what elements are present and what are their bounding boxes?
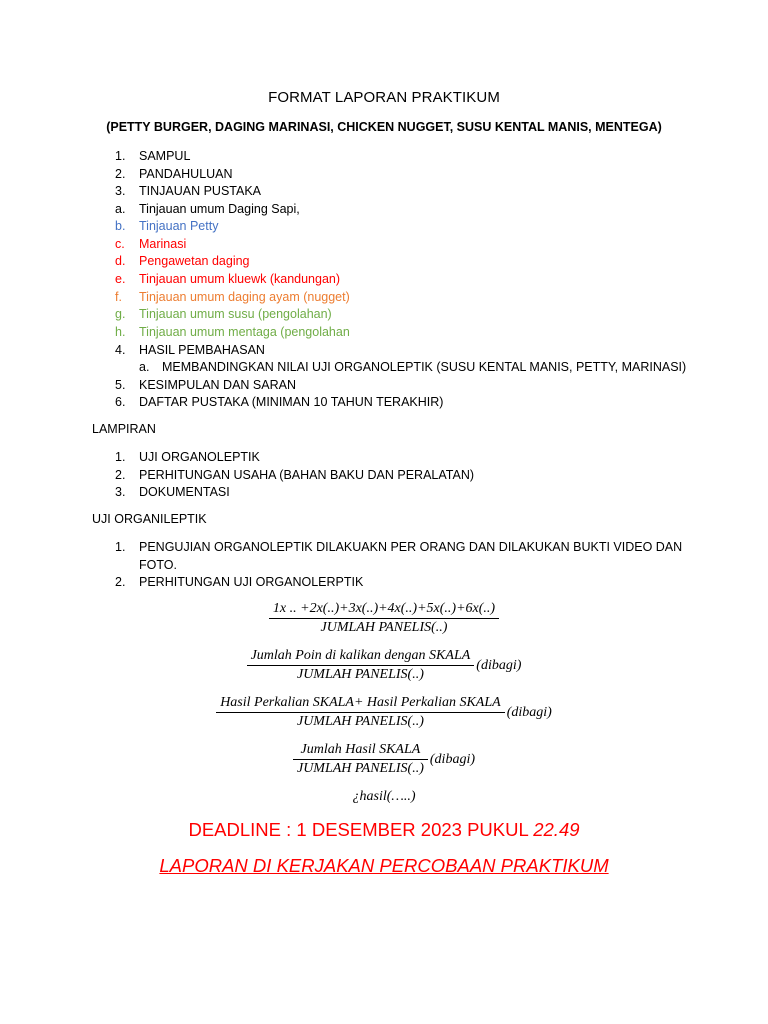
list-text: Tinjauan umum Daging Sapi, [139,202,300,216]
list-marker: 2. [115,468,126,482]
list-marker: c. [115,237,125,251]
deadline-text [0,819,768,841]
list-marker: 3. [115,485,126,499]
list-text: KESIMPULAN DAN SARAN [139,378,296,392]
list-marker: b. [115,219,126,233]
list-marker: a. [115,202,126,216]
list-marker: 1. [115,149,126,163]
list-text: HASIL PEMBAHASAN [139,343,265,357]
fraction [247,648,475,683]
list-marker: 4. [115,343,126,357]
formula-suffix: (dibagi) [476,657,522,673]
document-title: FORMAT LAPORAN PRAKTIKUM [268,89,500,106]
list-text: PERHITUNGAN UJI ORGANOLERPTIK [139,575,364,589]
formula [0,648,768,683]
list-marker: 2. [115,167,126,181]
list-marker: a. [139,360,150,374]
fraction [216,695,505,730]
fraction-numerator: Jumlah Hasil SKALA [293,742,428,760]
list-text: Tinjauan umum susu (pengolahan) [139,307,332,321]
fraction-numerator: 1x .. +2x(..)+3x(..)+4x(..)+5x(..)+6x(..) [269,601,499,619]
list-marker: f. [115,290,122,304]
list-text: Tinjauan umum kluewk (kandungan) [139,272,341,286]
fraction-numerator: Hasil Perkalian SKALA+ Hasil Perkalian SKALA [216,695,505,713]
list-text: SAMPUL [139,149,191,163]
fraction-denominator: JUMLAH PANELIS(..) [296,761,424,776]
list-text: DOKUMENTASI [139,485,230,499]
list-marker: 1. [115,450,126,464]
list-text: FOTO. [139,558,177,572]
list-marker: d. [115,254,126,268]
fraction [293,742,428,777]
list-marker: 2. [115,575,126,589]
fraction [269,601,499,636]
uji-heading: UJI ORGANILEPTIK [92,512,207,526]
list-marker: 1. [115,540,126,554]
lampiran-heading: LAMPIRAN [92,422,156,436]
list-text: MEMBANDINGKAN NILAI UJI ORGANOLEPTIK (SUSU KENTAL MANIS, PETTY, MARINASI) [162,360,687,374]
list-text: DAFTAR PUSTAKA (MINIMAN 10 TAHUN TERAKHIR) [139,395,444,409]
list-text: TINJAUAN PUSTAKA [139,184,262,198]
list-text: Pengawetan daging [139,254,250,268]
formula [0,601,768,636]
fraction-denominator: JUMLAH PANELIS(..) [296,667,424,682]
fraction-numerator: Jumlah Poin di kalikan dengan SKALA [247,648,475,666]
list-text: PENGUJIAN ORGANOLEPTIK DILAKUAKN PER ORANG DAN DILAKUKAN BUKTI VIDEO DAN [139,540,683,554]
hasil-formula: ¿hasil(…..) [352,789,416,804]
list-marker: h. [115,325,126,339]
fraction-denominator: JUMLAH PANELIS(..) [296,714,424,729]
list-marker: 6. [115,395,126,409]
laporan-note: LAPORAN DI KERJAKAN PERCOBAAN PRAKTIKUM [159,855,609,876]
list-text: Tinjauan Petty [139,219,219,233]
document-subtitle: (PETTY BURGER, DAGING MARINASI, CHICKEN NUGGET, SUSU KENTAL MANIS, MENTEGA) [106,120,662,134]
list-marker: 3. [115,184,126,198]
list-marker: g. [115,307,126,321]
list-text: Tinjauan umum daging ayam (nugget) [139,290,350,304]
list-text: PERHITUNGAN USAHA (BAHAN BAKU DAN PERALATAN) [139,468,475,482]
list-text: Marinasi [139,237,187,251]
deadline-time: 22.49 [533,819,580,840]
formula-suffix: (dibagi) [429,751,475,767]
formula [0,695,768,730]
list-text: PANDAHULUAN [139,167,233,181]
fraction-denominator: JUMLAH PANELIS(..) [320,620,448,635]
formula [0,742,768,777]
list-marker: e. [115,272,126,286]
list-marker: 5. [115,378,126,392]
list-text: UJI ORGANOLEPTIK [139,450,260,464]
list-text: Tinjauan umum mentaga (pengolahan [139,325,350,339]
deadline-label: DEADLINE : 1 DESEMBER 2023 PUKUL [188,819,534,840]
formula-suffix: (dibagi) [506,704,552,720]
